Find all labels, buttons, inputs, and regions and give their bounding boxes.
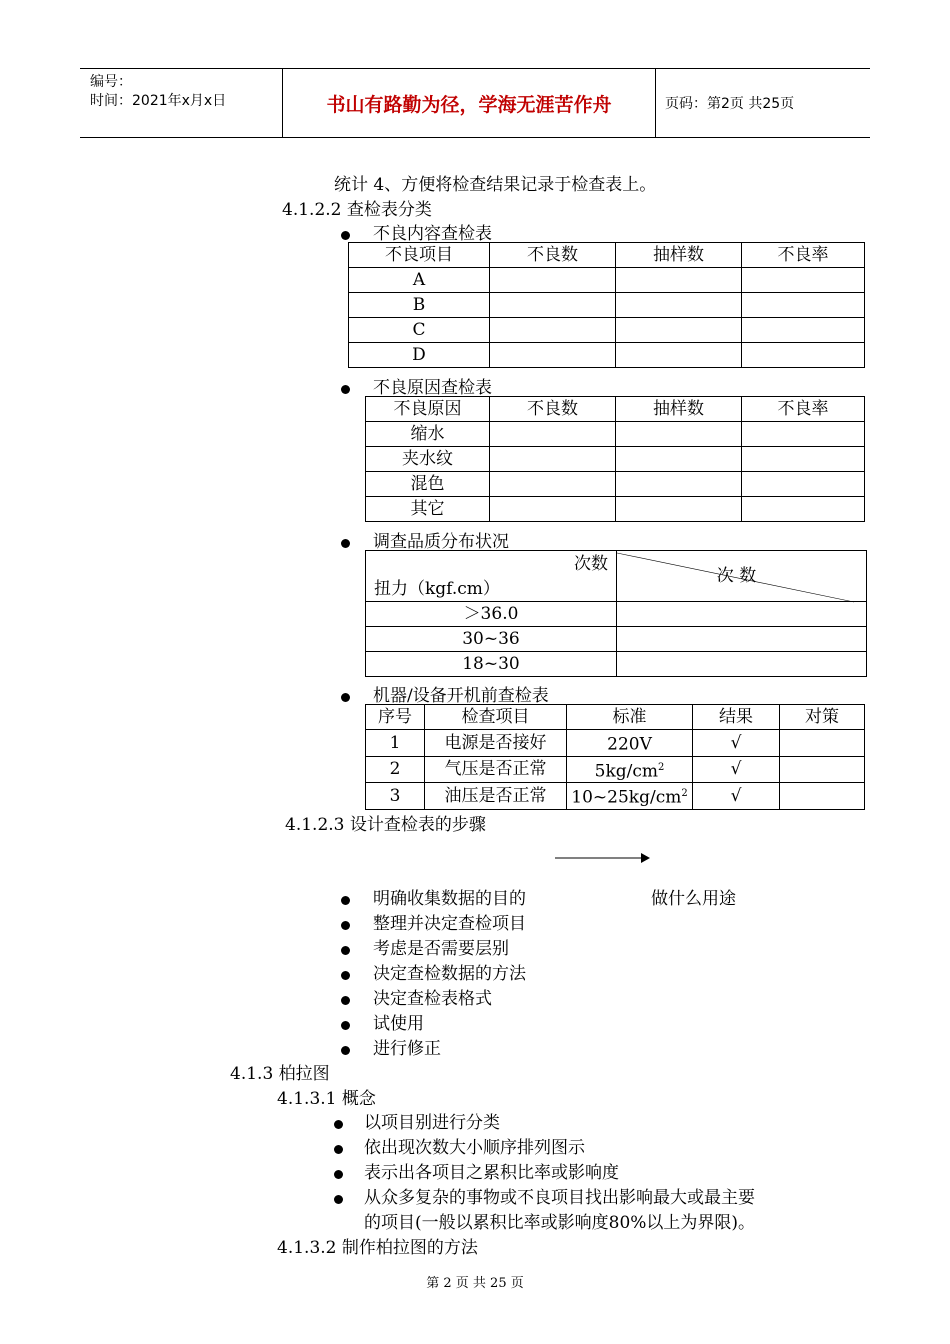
section-heading: 4.1.2.2 查检表分类 (282, 200, 432, 220)
table-cell: 缩水 (366, 422, 490, 447)
bullet-icon (341, 379, 350, 399)
table-cell: C (349, 318, 490, 343)
table-cell: B (349, 293, 490, 318)
table-cell: 18~30 (366, 652, 617, 677)
bullet-icon (334, 1114, 343, 1134)
table-header: 不良原因 (366, 397, 490, 422)
table-header: 不良数 (490, 243, 616, 268)
table-cell: D (349, 343, 490, 368)
list-item: 明确收集数据的目的 (373, 889, 526, 909)
bullet-icon (334, 1189, 343, 1209)
time-label: 时间：2021年x月x日 (90, 93, 227, 109)
list-item: 依出现次数大小顺序排列图示 (364, 1138, 585, 1158)
table-header: 不良率 (742, 243, 865, 268)
table-row: 1 电源是否接好 220V √ (366, 730, 865, 757)
list-item-continued: 的项目(一般以累积比率或影响度80%以上为界限)。 (364, 1213, 756, 1233)
doc-number-label: 编号： (90, 74, 132, 90)
table-header: 不良率 (742, 397, 865, 422)
header-motto: 书山有路勤为径，学海无涯苦作舟 (283, 69, 656, 137)
bullet-icon (341, 1015, 350, 1035)
count-header: 次 数 (716, 566, 757, 586)
table-cell: 30~36 (366, 627, 617, 652)
page-header (80, 68, 870, 138)
bullet-icon (341, 1040, 350, 1060)
table-row: 3 油压是否正常 $10\sim 25kg/cm^2$ √ (366, 783, 865, 810)
table-row: 2 气压是否正常 $5kg/cm^2$ √ (366, 756, 865, 783)
table-corner-cell (366, 551, 617, 602)
list-item: 机器/设备开机前查检表 (373, 686, 549, 706)
list-item: 调查品质分布状况 (373, 532, 509, 552)
defect-content-table (348, 242, 865, 368)
bullet-icon (341, 890, 350, 910)
bullet-icon (341, 533, 350, 553)
bullet-icon (341, 915, 350, 935)
table-header: 对策 (780, 705, 865, 730)
table-header: 不良数 (490, 397, 616, 422)
section-heading: 4.1.3.1 概念 (277, 1089, 376, 1109)
header-info-cell (80, 69, 283, 137)
bullet-icon (341, 990, 350, 1010)
section-heading: 4.1.2.3 设计查检表的步骤 (285, 815, 486, 835)
list-item: 进行修正 (373, 1039, 441, 1059)
table-header: 结果 (693, 705, 780, 730)
list-item: 决定查检表格式 (373, 989, 492, 1009)
list-item-note: 做什么用途 (651, 889, 736, 909)
list-item: 表示出各项目之累积比率或影响度 (364, 1163, 619, 1183)
list-item: 从众多复杂的事物或不良项目找出影响最大或最主要 (364, 1188, 755, 1208)
bullet-icon (334, 1139, 343, 1159)
header-page-number: 页码：第2页 共25页 (665, 96, 795, 112)
table-cell: 混色 (366, 472, 490, 497)
table-cell: ＞36.0 (366, 602, 617, 627)
arrow-right-icon (555, 851, 655, 865)
list-item: 试使用 (373, 1014, 424, 1034)
section-heading: 4.1.3.2 制作柏拉图的方法 (277, 1238, 478, 1258)
list-item: 不良内容查检表 (373, 224, 492, 244)
table-cell: 其它 (366, 497, 490, 522)
table-header: 序号 (366, 705, 425, 730)
bullet-icon (334, 1164, 343, 1184)
table-header (617, 551, 867, 602)
table-header: 抽样数 (616, 243, 742, 268)
corner-bottom-label: 扭力（kgf.cm） (374, 579, 500, 599)
table-header: 标准 (567, 705, 693, 730)
quality-distribution-table (365, 550, 867, 677)
list-item: 不良原因查检表 (373, 378, 492, 398)
bullet-icon (341, 965, 350, 985)
table-cell: 夹水纹 (366, 447, 490, 472)
defect-cause-table (365, 396, 865, 522)
table-cell: A (349, 268, 490, 293)
list-item: 决定查检数据的方法 (373, 964, 526, 984)
list-item: 考虑是否需要层别 (373, 939, 509, 959)
table-header: 不良项目 (349, 243, 490, 268)
table-header: 抽样数 (616, 397, 742, 422)
text-line: 统计 4、方便将检查结果记录于检查表上。 (334, 175, 657, 195)
table-header: 检查项目 (425, 705, 567, 730)
page-footer: 第 2 页 共 25 页 (426, 1276, 524, 1291)
section-heading: 4.1.3 柏拉图 (230, 1064, 330, 1084)
list-item: 以项目别进行分类 (364, 1113, 500, 1133)
list-item: 整理并决定查检项目 (373, 914, 526, 934)
bullet-icon (341, 687, 350, 707)
machine-check-table (365, 704, 865, 810)
bullet-icon (341, 940, 350, 960)
corner-top-label: 次数 (574, 554, 608, 574)
